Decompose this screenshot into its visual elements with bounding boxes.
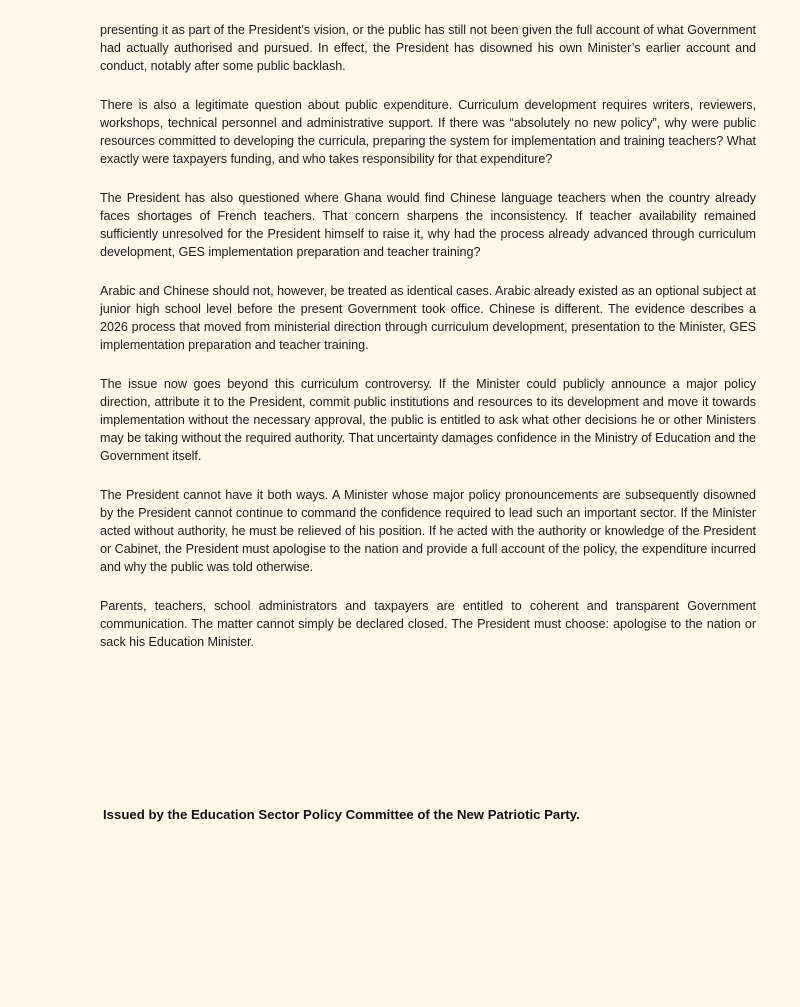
paragraph-2: There is also a legitimate question about public expenditure. Curriculum development requires writers, reviewers, workshops, technical personnel and administrative support. If there was “absolutely no new policy”, why were public resources committed to developing the curricula, preparing the system for implementation and training teachers? What exactly were taxpayers funding, and who takes responsibility for that expenditure? [100,98,756,166]
paragraph-5: The issue now goes beyond this curriculum controversy. If the Minister could publicly announce a major policy direction, attribute it to the President, commit public institutions and resources to its development and move it towards implementation without the necessary approval, the public is entitled to ask what other decisions he or other Ministers may be taking without the required authority. That uncertainty damages confidence in the Ministry of Education and the Government itself. [100,377,756,463]
issued-by-statement: Issued by the Education Sector Policy Committee of the New Patriotic Party. [103,807,580,822]
paragraph-1: presenting it as part of the President’s vision, or the public has still not been given the full account of what Government had actually authorised and pursued. In effect, the President has disowned his own Minister’s earlier account and conduct, notably after some public backlash. [100,23,756,73]
paragraph-3: The President has also questioned where Ghana would find Chinese language teachers when the country already faces shortages of French teachers. That concern sharpens the inconsistency. If teacher availability remained sufficiently unresolved for the President himself to raise it, why had the process already advanced through curriculum development, GES implementation preparation and teacher training? [100,191,756,259]
paragraph-4: Arabic and Chinese should not, however, be treated as identical cases. Arabic already existed as an optional subject at junior high school level before the present Government took office. Chinese is different. The evidence describes a 2026 process that moved from ministerial direction through curriculum development, presentation to the Minister, GES implementation preparation and teacher training. [100,284,756,352]
paragraph-7: Parents, teachers, school administrators and taxpayers are entitled to coherent and transparent Government communication. The matter cannot simply be declared closed. The President must choose: apologise to the nation or sack his Education Minister. [100,599,756,649]
paragraph-6: The President cannot have it both ways. A Minister whose major policy pronouncements are subsequently disowned by the President cannot continue to command the confidence required to lead such an important sector. If the Minister acted without authority, he must be relieved of his position. If he acted with the authority or knowledge of the President or Cabinet, the President must apologise to the nation and provide a full account of the policy, the expenditure incurred and why the public was told otherwise. [100,488,756,574]
